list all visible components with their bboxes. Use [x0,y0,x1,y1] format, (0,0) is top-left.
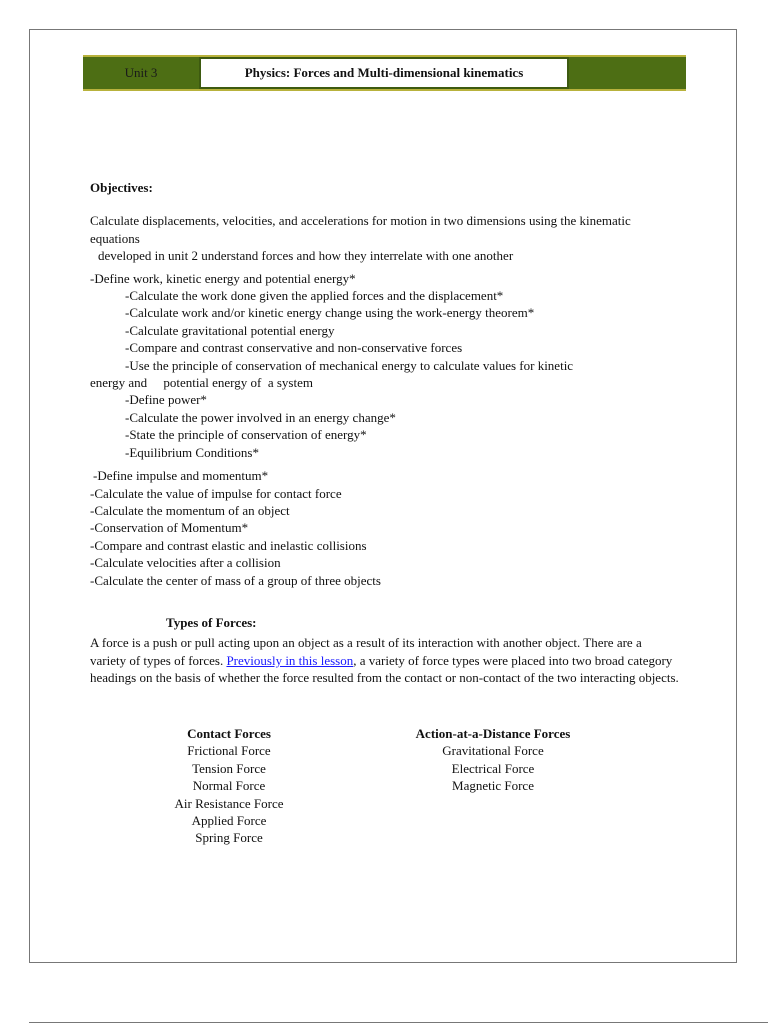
force-item: Applied Force [191,813,267,829]
objective-item: -Conservation of Momentum* [90,520,249,536]
objective-item: -Calculate the momentum of an object [90,502,290,518]
objective-item-wrap: energy and potential energy of a system [90,375,313,391]
objective-item: -Compare and contrast conservative and non-conservative forces [125,340,463,356]
distance-forces-column [373,725,613,795]
document-content [90,179,680,687]
force-item: Frictional Force [187,743,271,759]
force-item: Tension Force [192,760,266,776]
objective-intro-2: developed in unit 2 understand forces and how they interrelate with one another [98,248,514,264]
objective-item: -Equilibrium Conditions* [125,444,259,460]
page-title: Physics: Forces and Multi-dimensional kinematics [199,57,569,89]
previous-lesson-link[interactable]: Previously in this lesson [226,652,354,668]
contact-forces-header: Contact Forces [187,726,271,741]
objective-item: -Calculate velocities after a collision [90,555,281,571]
objective-item: -Define power* [125,392,207,408]
objective-item: -Calculate the work done given the applied forces and the displacement* [125,288,504,304]
force-item: Normal Force [192,778,266,794]
force-item: Spring Force [195,830,263,846]
objective-item: -Calculate the value of impulse for contact force [90,485,342,501]
unit-label: Unit 3 [124,65,158,80]
force-item: Magnetic Force [452,778,534,794]
types-of-forces-heading: Types of Forces: [166,614,257,630]
header-bar [83,55,686,91]
force-item: Air Resistance Force [174,795,284,811]
objective-item: -Calculate gravitational potential energy [125,322,335,338]
contact-forces-column [129,725,329,847]
objective-intro-1: Calculate displacements, velocities, and accelerations for motion in two dimensions using the kinematic equations [90,213,631,246]
objective-item: -State the principle of conservation of energy* [125,427,367,443]
objective-item: -Calculate work and/or kinetic energy change using the work-energy theorem* [125,305,535,321]
paragraph-text: A force is a push or pull acting upon an object as a result of its interaction with another object. There are a variety of types of forces. [90,635,642,668]
distance-forces-header: Action-at-a-Distance Forces [415,726,571,741]
objective-item: -Use the principle of conservation of mechanical energy to calculate values for kinetic [125,357,574,373]
paragraph-text: , a variety of force types were placed into two broad category headings on the basis of whether the force resulted from the contact or non-contact of the two interacting objects. [90,652,679,686]
objectives-heading: Objectives: [90,180,153,195]
objective-item: -Calculate the power involved in an energy change* [125,409,396,425]
force-item: Electrical Force [451,760,535,776]
objective-item: -Compare and contrast elastic and inelastic collisions [90,537,367,553]
objective-work-energy-heading: -Define work, kinetic energy and potential energy* [90,270,356,286]
types-of-forces-paragraph [90,634,680,686]
force-item: Gravitational Force [442,743,544,759]
objective-momentum-heading: -Define impulse and momentum* [93,468,269,484]
bottom-divider [29,1022,768,1023]
objective-item: -Calculate the center of mass of a group of three objects [90,572,381,588]
